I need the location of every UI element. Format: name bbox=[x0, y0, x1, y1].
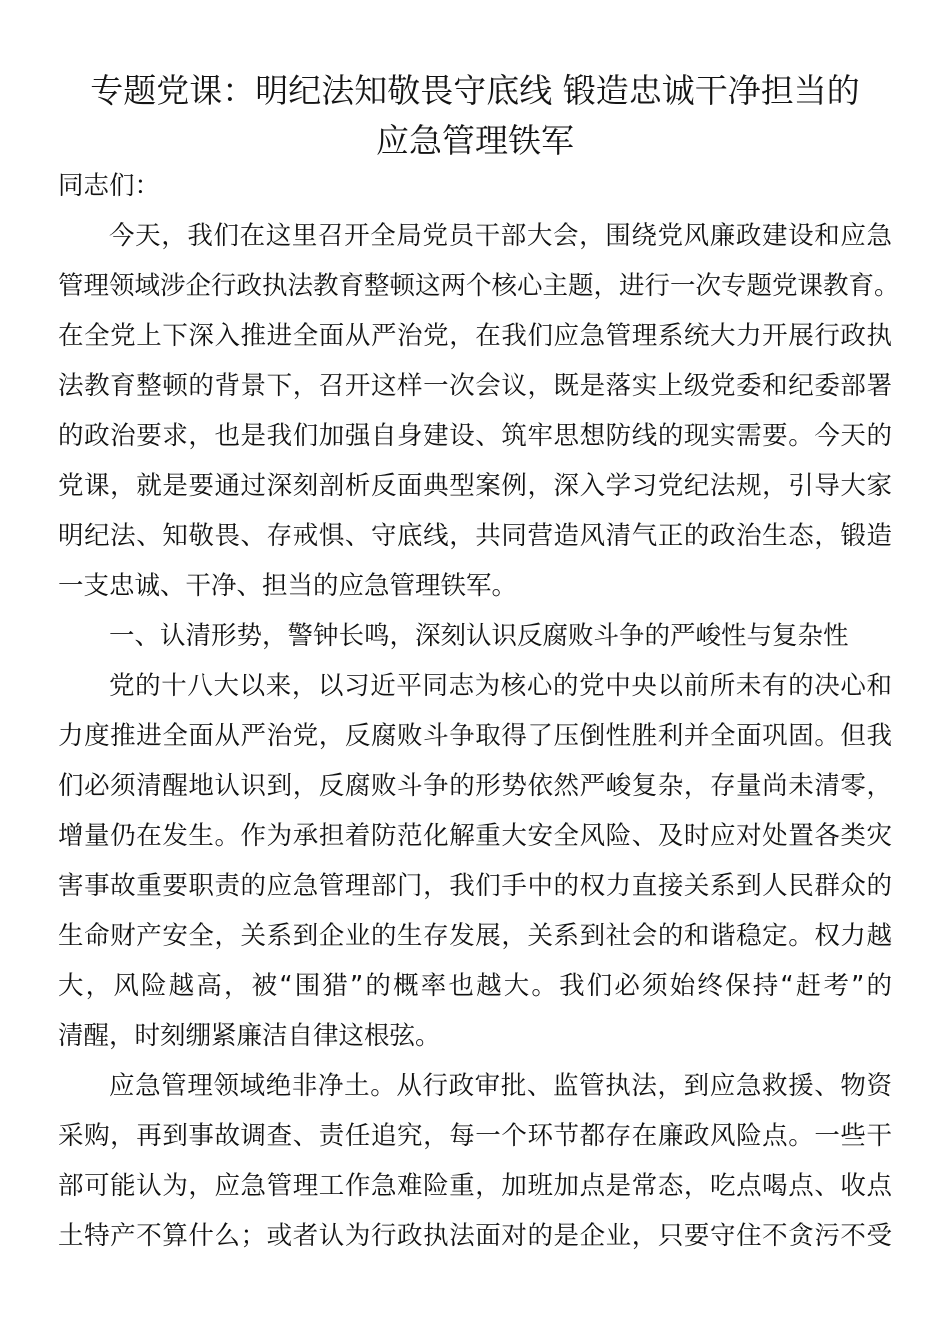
document-title bbox=[58, 66, 892, 166]
document-body bbox=[58, 161, 900, 1261]
salutation: 同志们： bbox=[58, 171, 161, 201]
paragraph-line: 今天，我们在这里召开全局党员干部大会，围绕党风廉政建设和应急 bbox=[109, 221, 892, 251]
paragraph-line: 党的十八大以来，以习近平同志为核心的党中央以前所未有的决心和 bbox=[109, 671, 892, 701]
paragraph-line: 增量仍在发生。作为承担着防范化解重大安全风险、及时应对处置各类灾 bbox=[58, 821, 892, 851]
title-line: 应急管理铁军 bbox=[376, 121, 574, 160]
paragraph-line: 大，风险越高，被“围猎”的概率也越大。我们必须始终保持“赶考”的 bbox=[58, 971, 892, 1001]
paragraph-line: 在全党上下深入推进全面从严治党，在我们应急管理系统大力开展行政执 bbox=[58, 321, 892, 351]
paragraph-line: 力度推进全面从严治党，反腐败斗争取得了压倒性胜利并全面巩固。但我 bbox=[58, 721, 892, 751]
paragraph-line: 们必须清醒地认识到，反腐败斗争的形势依然严峻复杂，存量尚未清零， bbox=[58, 771, 892, 801]
paragraph-line: 法教育整顿的背景下，召开这样一次会议，既是落实上级党委和纪委部署 bbox=[58, 371, 892, 401]
paragraph-line: 一支忠诚、干净、担当的应急管理铁军。 bbox=[58, 571, 518, 601]
paragraph-line: 土特产不算什么；或者认为行政执法面对的是企业，只要守住不贪污不受 bbox=[58, 1221, 892, 1251]
paragraph-line: 清醒，时刻绷紧廉洁自律这根弦。 bbox=[58, 1021, 441, 1051]
paragraph-situation bbox=[58, 661, 892, 1061]
paragraph-line: 采购，再到事故调查、责任追究，每一个环节都存在廉政风险点。一些干 bbox=[58, 1121, 892, 1151]
paragraph-line: 害事故重要职责的应急管理部门，我们手中的权力直接关系到人民群众的 bbox=[58, 871, 892, 901]
paragraph-line: 党课，就是要通过深刻剖析反面典型案例，深入学习党纪法规，引导大家 bbox=[58, 471, 892, 501]
section-heading-line: 一、认清形势，警钟长鸣，深刻认识反腐败斗争的严峻性与复杂性 bbox=[109, 621, 849, 651]
paragraph-line: 部可能认为，应急管理工作急难险重，加班加点是常态，吃点喝点、收点 bbox=[58, 1171, 892, 1201]
section-heading-1 bbox=[58, 611, 892, 661]
paragraph-opening bbox=[58, 211, 900, 611]
paragraph-line: 应急管理领域绝非净土。从行政审批、监管执法，到应急救援、物资 bbox=[109, 1071, 892, 1101]
paragraph-line: 明纪法、知敬畏、存戒惧、守底线，共同营造风清气正的政治生态，锻造 bbox=[58, 521, 892, 551]
paragraph-line: 生命财产安全，关系到企业的生存发展，关系到社会的和谐稳定。权力越 bbox=[58, 921, 892, 951]
title-line: 专题党课：明纪法知敬畏守底线 锻造忠诚干净担当的 bbox=[90, 71, 860, 110]
paragraph-risk bbox=[58, 1061, 892, 1261]
paragraph-line: 的政治要求，也是我们加强自身建设、筑牢思想防线的现实需要。今天的 bbox=[58, 421, 892, 451]
paragraph-line: 管理领域涉企行政执法教育整顿这两个核心主题，进行一次专题党课教育。 bbox=[58, 271, 900, 301]
